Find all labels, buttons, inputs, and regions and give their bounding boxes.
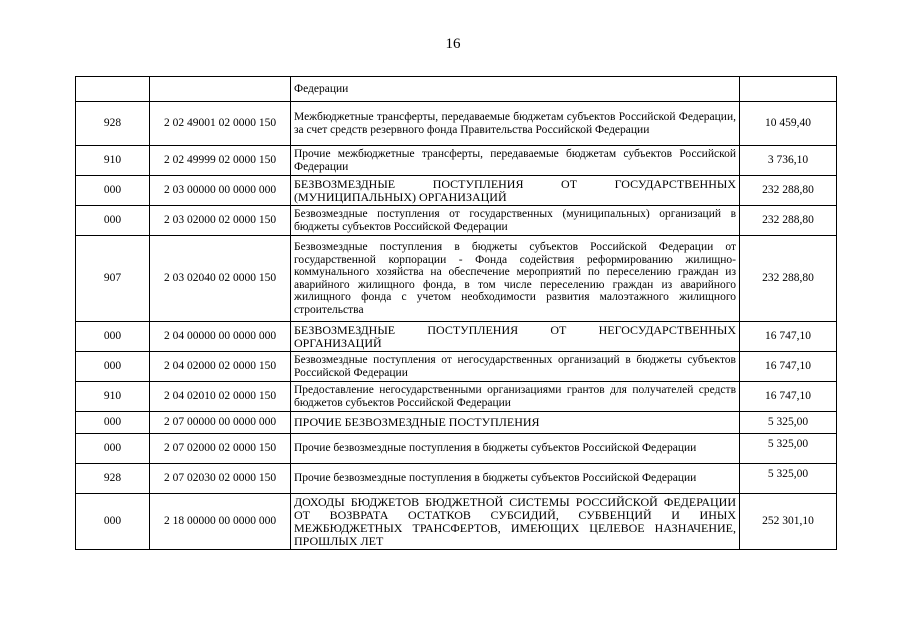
budget-classification-code-cell: 2 03 02040 02 0000 150 <box>150 236 291 322</box>
admin-code-cell: 000 <box>76 176 150 206</box>
table-row <box>76 77 837 102</box>
revenue-name-cell: Прочие безвозмездные поступления в бюджеты субъектов Российской Федерации <box>291 464 740 494</box>
table-row <box>76 434 837 464</box>
budget-classification-code-cell: 2 18 00000 00 0000 000 <box>150 494 291 550</box>
admin-code-cell <box>76 77 150 102</box>
budget-classification-code-cell: 2 03 02000 02 0000 150 <box>150 206 291 236</box>
revenue-name-cell: Безвозмездные поступления в бюджеты субъектов Российской Федерации от государственной корпорации - Фонда содействия реформированию жилищно-коммунального хозяйства на обеспечение мероприятий по переселению граждан из аварийного жилищного фонда, в том числе переселению граждан из аварийного жилищного фонда с учетом необходимости развития малоэтажного жилищного строительства <box>291 236 740 322</box>
table-row <box>76 352 837 382</box>
table-row <box>76 382 837 412</box>
revenue-name-cell: Безвозмездные поступления от государственных (муниципальных) организаций в бюджеты субъектов Российской Федерации <box>291 206 740 236</box>
table-row <box>76 236 837 322</box>
table-row <box>76 464 837 494</box>
table-row <box>76 322 837 352</box>
amount-cell: 16 747,10 <box>740 322 837 352</box>
table-row <box>76 146 837 176</box>
table-row <box>76 494 837 550</box>
amount-cell <box>740 77 837 102</box>
admin-code-cell: 928 <box>76 464 150 494</box>
revenue-name-cell: ПРОЧИЕ БЕЗВОЗМЕЗДНЫЕ ПОСТУПЛЕНИЯ <box>291 412 740 434</box>
revenue-table <box>75 76 837 550</box>
revenue-name-cell: Федерации <box>291 77 740 102</box>
amount-cell: 232 288,80 <box>740 236 837 322</box>
budget-classification-code-cell: 2 04 02000 02 0000 150 <box>150 352 291 382</box>
admin-code-cell: 928 <box>76 102 150 146</box>
budget-classification-code-cell: 2 07 02030 02 0000 150 <box>150 464 291 494</box>
budget-classification-code-cell: 2 02 49999 02 0000 150 <box>150 146 291 176</box>
admin-code-cell: 000 <box>76 322 150 352</box>
amount-cell: 5 325,00 <box>740 464 837 494</box>
budget-classification-code-cell: 2 04 02010 02 0000 150 <box>150 382 291 412</box>
revenue-table-body <box>76 77 837 550</box>
budget-classification-code-cell: 2 07 00000 00 0000 000 <box>150 412 291 434</box>
amount-cell: 5 325,00 <box>740 434 837 464</box>
table-row <box>76 102 837 146</box>
revenue-name-cell: Прочие межбюджетные трансферты, передаваемые бюджетам субъектов Российской Федерации <box>291 146 740 176</box>
table-row <box>76 206 837 236</box>
budget-classification-code-cell: 2 07 02000 02 0000 150 <box>150 434 291 464</box>
revenue-name-cell: ДОХОДЫ БЮДЖЕТОВ БЮДЖЕТНОЙ СИСТЕМЫ РОССИЙСКОЙ ФЕДЕРАЦИИ ОТ ВОЗВРАТА ОСТАТКОВ СУБСИДИЙ, СУБВЕНЦИЙ И ИНЫХ МЕЖБЮДЖЕТНЫХ ТРАНСФЕРТОВ, ИМЕЮЩИХ ЦЕЛЕВОЕ НАЗНАЧЕНИЕ, ПРОШЛЫХ ЛЕТ <box>291 494 740 550</box>
revenue-name-cell: Межбюджетные трансферты, передаваемые бюджетам субъектов Российской Федерации, за счет средств резервного фонда Правительства Российской Федерации <box>291 102 740 146</box>
amount-cell: 3 736,10 <box>740 146 837 176</box>
admin-code-cell: 000 <box>76 352 150 382</box>
amount-cell: 16 747,10 <box>740 382 837 412</box>
revenue-name-cell: Безвозмездные поступления от негосударственных организаций в бюджеты субъектов Российской Федерации <box>291 352 740 382</box>
amount-cell: 252 301,10 <box>740 494 837 550</box>
budget-classification-code-cell: 2 02 49001 02 0000 150 <box>150 102 291 146</box>
table-row <box>76 412 837 434</box>
admin-code-cell: 000 <box>76 434 150 464</box>
budget-classification-code-cell: 2 04 00000 00 0000 000 <box>150 322 291 352</box>
admin-code-cell: 910 <box>76 146 150 176</box>
revenue-name-cell: БЕЗВОЗМЕЗДНЫЕ ПОСТУПЛЕНИЯ ОТ НЕГОСУДАРСТВЕННЫХ ОРГАНИЗАЦИЙ <box>291 322 740 352</box>
amount-cell: 16 747,10 <box>740 352 837 382</box>
amount-cell: 10 459,40 <box>740 102 837 146</box>
amount-cell: 232 288,80 <box>740 176 837 206</box>
amount-cell: 5 325,00 <box>740 412 837 434</box>
budget-classification-code-cell <box>150 77 291 102</box>
admin-code-cell: 907 <box>76 236 150 322</box>
admin-code-cell: 910 <box>76 382 150 412</box>
revenue-name-cell: Предоставление негосударственными организациями грантов для получателей средств бюджетов субъектов Российской Федерации <box>291 382 740 412</box>
admin-code-cell: 000 <box>76 206 150 236</box>
admin-code-cell: 000 <box>76 494 150 550</box>
admin-code-cell: 000 <box>76 412 150 434</box>
revenue-name-cell: БЕЗВОЗМЕЗДНЫЕ ПОСТУПЛЕНИЯ ОТ ГОСУДАРСТВЕННЫХ (МУНИЦИПАЛЬНЫХ) ОРГАНИЗАЦИЙ <box>291 176 740 206</box>
revenue-name-cell: Прочие безвозмездные поступления в бюджеты субъектов Российской Федерации <box>291 434 740 464</box>
amount-cell: 232 288,80 <box>740 206 837 236</box>
table-row <box>76 176 837 206</box>
page-number: 16 <box>445 36 461 52</box>
budget-classification-code-cell: 2 03 00000 00 0000 000 <box>150 176 291 206</box>
